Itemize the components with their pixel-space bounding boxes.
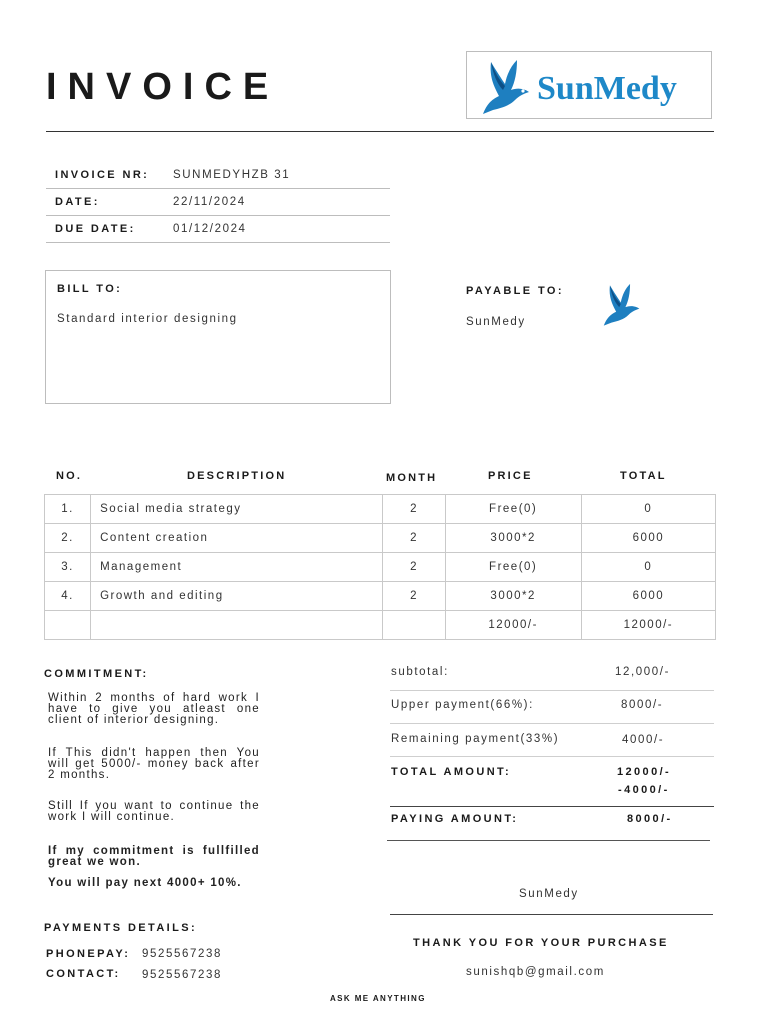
cell-description: Social media strategy [91, 495, 383, 524]
items-table [44, 494, 716, 640]
commitment-paragraph: You will pay next 4000+ 10%. [48, 877, 242, 889]
cell-no: 3. [45, 553, 91, 582]
summary-divider [390, 723, 714, 724]
phonepay-value: 9525567238 [142, 948, 222, 960]
upper-payment-value: 8000/- [621, 699, 664, 711]
phonepay-label: PHONEPAY: [46, 948, 131, 960]
table-row [45, 495, 716, 524]
paying-amount-value: 8000/- [627, 813, 673, 825]
meta-divider [46, 215, 390, 216]
date-value: 22/11/2024 [173, 196, 246, 208]
cell-month: 2 [383, 553, 445, 582]
payments-title: PAYMENTS DETAILS: [44, 922, 198, 934]
cell-total: 6000 [581, 582, 715, 611]
summary-divider [390, 756, 714, 757]
subtotal-value: 12,000/- [615, 666, 670, 678]
invoice-nr-value: SUNMEDYHZB 31 [173, 169, 291, 181]
total-amount-deduction: -4000/- [618, 784, 670, 796]
bill-to-box [45, 270, 391, 404]
cell-month: 2 [383, 524, 445, 553]
subtotal-label: subtotal: [391, 666, 449, 678]
commitment-paragraph: Within 2 months of hard work I have to give you atleast one client of interior designing. [48, 692, 260, 726]
col-total-header: TOTAL [620, 470, 667, 482]
cell-price: 3000*2 [445, 524, 581, 553]
footer-note: ASK ME ANYTHING [330, 994, 426, 1003]
due-date-value: 01/12/2024 [173, 223, 247, 235]
date-label: DATE: [55, 196, 100, 208]
invoice-title: INVOICE [46, 66, 280, 108]
payable-to-label: PAYABLE TO: [466, 285, 564, 297]
cell-total: 6000 [581, 524, 715, 553]
cell-total: 0 [581, 553, 715, 582]
payable-to-name: SunMedy [466, 316, 526, 328]
summary-divider [390, 806, 714, 807]
cell-total: 0 [581, 495, 715, 524]
cell-price: Free(0) [445, 553, 581, 582]
col-price-header: PRICE [488, 470, 533, 482]
commitment-paragraph: If This didn't happen then You will get 5000/- money back after 2 months. [48, 747, 260, 781]
table-row [45, 553, 716, 582]
due-date-label: DUE DATE: [55, 223, 136, 235]
remaining-payment-value: 4000/- [622, 734, 665, 746]
brand-logo [466, 51, 712, 119]
table-footer-row [45, 611, 716, 640]
contact-label: CONTACT: [46, 968, 121, 980]
commitment-paragraph: If my commitment is fullfilled great we won. [48, 845, 260, 868]
email: sunishqb@gmail.com [466, 966, 605, 978]
footer-price: 12000/- [445, 611, 581, 640]
col-no-header: NO. [56, 470, 83, 482]
summary-divider [387, 840, 710, 841]
cell-no: 2. [45, 524, 91, 553]
upper-payment-label: Upper payment(66%): [391, 699, 534, 711]
bill-to-text: Standard interior designing [57, 313, 238, 325]
table-row [45, 524, 716, 553]
cell-no: 4. [45, 582, 91, 611]
cell-empty [45, 611, 91, 640]
commitment-paragraph: Still If you want to continue the work I will continue. [48, 800, 260, 823]
cell-description: Growth and editing [91, 582, 383, 611]
meta-divider [46, 242, 390, 243]
total-amount-value: 12000/- [617, 766, 672, 778]
cell-month: 2 [383, 582, 445, 611]
cell-empty [383, 611, 445, 640]
cell-description: Management [91, 553, 383, 582]
dove-icon [596, 276, 644, 332]
col-month-header: MONTH [386, 472, 438, 484]
signature-line [390, 914, 713, 915]
bill-to-label: BILL TO: [57, 283, 123, 295]
col-description-header: DESCRIPTION [187, 470, 287, 482]
total-amount-label: TOTAL AMOUNT: [391, 766, 512, 778]
cell-month: 2 [383, 495, 445, 524]
contact-value: 9525567238 [142, 969, 222, 981]
summary-divider [390, 690, 714, 691]
cell-price: 3000*2 [445, 582, 581, 611]
header-divider [46, 131, 714, 132]
paying-amount-label: PAYING AMOUNT: [391, 813, 519, 825]
cell-description: Content creation [91, 524, 383, 553]
signature: SunMedy [519, 888, 579, 900]
brand-name: SunMedy [537, 70, 677, 107]
table-row [45, 582, 716, 611]
commitment-title: COMMITMENT: [44, 668, 149, 680]
meta-divider [46, 188, 390, 189]
dove-icon [473, 56, 535, 116]
footer-total: 12000/- [581, 611, 715, 640]
cell-empty [91, 611, 383, 640]
remaining-payment-label: Remaining payment(33%) [391, 733, 560, 745]
cell-price: Free(0) [445, 495, 581, 524]
invoice-nr-label: INVOICE NR: [55, 169, 150, 181]
cell-no: 1. [45, 495, 91, 524]
thank-you-note: THANK YOU FOR YOUR PURCHASE [413, 937, 669, 949]
